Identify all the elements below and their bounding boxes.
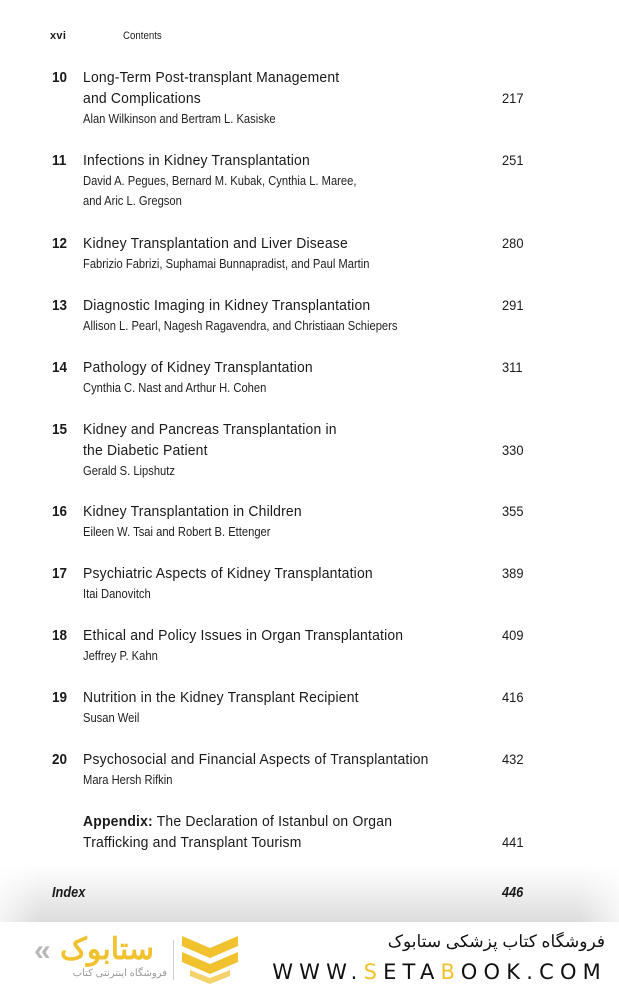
chapter-authors xyxy=(83,316,397,336)
appendix-label: Appendix: xyxy=(83,813,153,830)
store-logo xyxy=(30,930,240,990)
url-part: WWW. xyxy=(272,960,364,984)
logo-tagline: فروشگاه اینترنتی کتاب xyxy=(72,968,167,979)
chapter-title xyxy=(83,233,348,254)
chapter-authors-line: Gerald S. Lipshutz xyxy=(83,463,175,478)
store-url xyxy=(272,960,607,984)
chapter-number: 15 xyxy=(52,421,68,438)
running-head-page-number: xvi xyxy=(50,30,67,42)
chapter-title-line: Ethical and Policy Issues in Organ Transplantation xyxy=(83,627,404,644)
chapter-title xyxy=(83,687,359,708)
chapter-number: 17 xyxy=(52,565,68,582)
chapter-title xyxy=(83,563,373,584)
chapter-page: 291 xyxy=(502,297,524,313)
chapter-title-line: Diagnostic Imaging in Kidney Transplantation xyxy=(83,297,371,314)
chapter-title xyxy=(83,419,337,461)
index-page: 446 xyxy=(502,884,524,901)
appendix-page: 441 xyxy=(502,834,524,850)
chapter-authors-line: Susan Weil xyxy=(83,710,140,725)
chapter-page: 280 xyxy=(502,235,524,251)
logo-brand-text: ستابوک xyxy=(60,933,155,966)
chapter-title xyxy=(83,67,339,109)
url-part: OOK.COM xyxy=(460,960,607,984)
chapter-page: 416 xyxy=(502,689,524,705)
chapter-authors xyxy=(83,171,356,211)
chapter-authors-line: Mara Hersh Rifkin xyxy=(83,772,173,787)
chapter-title-line: Nutrition in the Kidney Transplant Recipient xyxy=(83,689,359,706)
chapter-title-line: Psychiatric Aspects of Kidney Transplantation xyxy=(83,565,373,582)
chapter-page: 432 xyxy=(502,751,524,767)
chapter-title-line: Kidney Transplantation in Children xyxy=(83,503,302,520)
chapter-page: 217 xyxy=(502,90,524,106)
chapter-title xyxy=(83,150,310,171)
chapter-title-line: and Complications xyxy=(83,90,201,107)
chapter-authors-line: Fabrizio Fabrizi, Suphamai Bunnapradist, and Paul Martin xyxy=(83,256,370,271)
chapter-number: 20 xyxy=(52,751,68,768)
chapter-authors-line: David A. Pegues, Bernard M. Kubak, Cynthia L. Maree, xyxy=(83,173,357,188)
chapter-number: 16 xyxy=(52,503,68,520)
chapter-number: 19 xyxy=(52,689,68,706)
running-head-label: Contents xyxy=(123,30,162,42)
appendix-title xyxy=(83,811,392,853)
chapter-title xyxy=(83,625,403,646)
chapter-title-line: Long-Term Post-transplant Management xyxy=(83,69,340,86)
chapter-title-line: Psychosocial and Financial Aspects of Transplantation xyxy=(83,751,429,768)
chapter-title-line: Infections in Kidney Transplantation xyxy=(83,152,310,169)
index-label: Index xyxy=(52,884,86,901)
chevron-stack-logo-icon xyxy=(180,930,240,988)
url-accent-letter: S xyxy=(363,960,384,984)
chapter-page: 389 xyxy=(502,565,524,581)
chapter-title xyxy=(83,357,313,378)
chapter-number: 18 xyxy=(52,627,68,644)
chapter-authors xyxy=(83,584,151,604)
chapter-title-line: the Diabetic Patient xyxy=(83,442,208,459)
chapter-authors xyxy=(83,461,175,481)
chapter-authors xyxy=(83,646,158,666)
chapter-authors xyxy=(83,109,276,129)
chapter-authors-line: Alan Wilkinson and Bertram L. Kasiske xyxy=(83,111,276,126)
appendix-title-text: The Declaration of Istanbul on Organ xyxy=(152,813,393,830)
double-chevron-left-icon: « xyxy=(34,934,47,967)
store-footer xyxy=(0,922,619,991)
chapter-number: 12 xyxy=(52,235,68,252)
chapter-number: 13 xyxy=(52,297,68,314)
index-band xyxy=(0,865,619,922)
chapter-title-line: Kidney Transplantation and Liver Disease xyxy=(83,235,348,252)
chapter-authors-line: Jeffrey P. Kahn xyxy=(83,648,158,663)
logo-divider xyxy=(173,940,174,980)
chapter-authors-line: Allison L. Pearl, Nagesh Ragavendra, and Christiaan Schiepers xyxy=(83,318,398,333)
chapter-title xyxy=(83,501,302,522)
chapter-page: 330 xyxy=(502,442,524,458)
chapter-page: 311 xyxy=(502,359,523,375)
chapter-title xyxy=(83,749,429,770)
chapter-authors-line: Eileen W. Tsai and Robert B. Ettenger xyxy=(83,524,271,539)
chapter-authors xyxy=(83,378,266,398)
chapter-page: 251 xyxy=(502,152,524,168)
chapter-title xyxy=(83,295,370,316)
chapter-authors-line: Itai Danovitch xyxy=(83,586,151,601)
chapter-number: 11 xyxy=(52,152,67,169)
chapter-page: 355 xyxy=(502,503,524,519)
store-name: فروشگاه کتاب پزشکی ستابوک xyxy=(387,932,605,951)
chapter-number: 10 xyxy=(52,69,68,86)
chapter-authors xyxy=(83,254,369,274)
chapter-authors-line: and Aric L. Gregson xyxy=(83,193,182,208)
chapter-page: 409 xyxy=(502,627,524,643)
chapter-authors xyxy=(83,522,270,542)
url-accent-letter: B xyxy=(440,960,461,984)
appendix-title-line: Trafficking and Transplant Tourism xyxy=(83,834,302,851)
url-part: ETA xyxy=(383,960,441,984)
appendix-title-line xyxy=(83,811,392,832)
chapter-title-line: Kidney and Pancreas Transplantation in xyxy=(83,421,337,438)
chapter-number: 14 xyxy=(52,359,68,376)
chapter-authors xyxy=(83,770,172,790)
chapter-title-line: Pathology of Kidney Transplantation xyxy=(83,359,313,376)
chapter-authors-line: Cynthia C. Nast and Arthur H. Cohen xyxy=(83,380,267,395)
chapter-authors xyxy=(83,708,139,728)
